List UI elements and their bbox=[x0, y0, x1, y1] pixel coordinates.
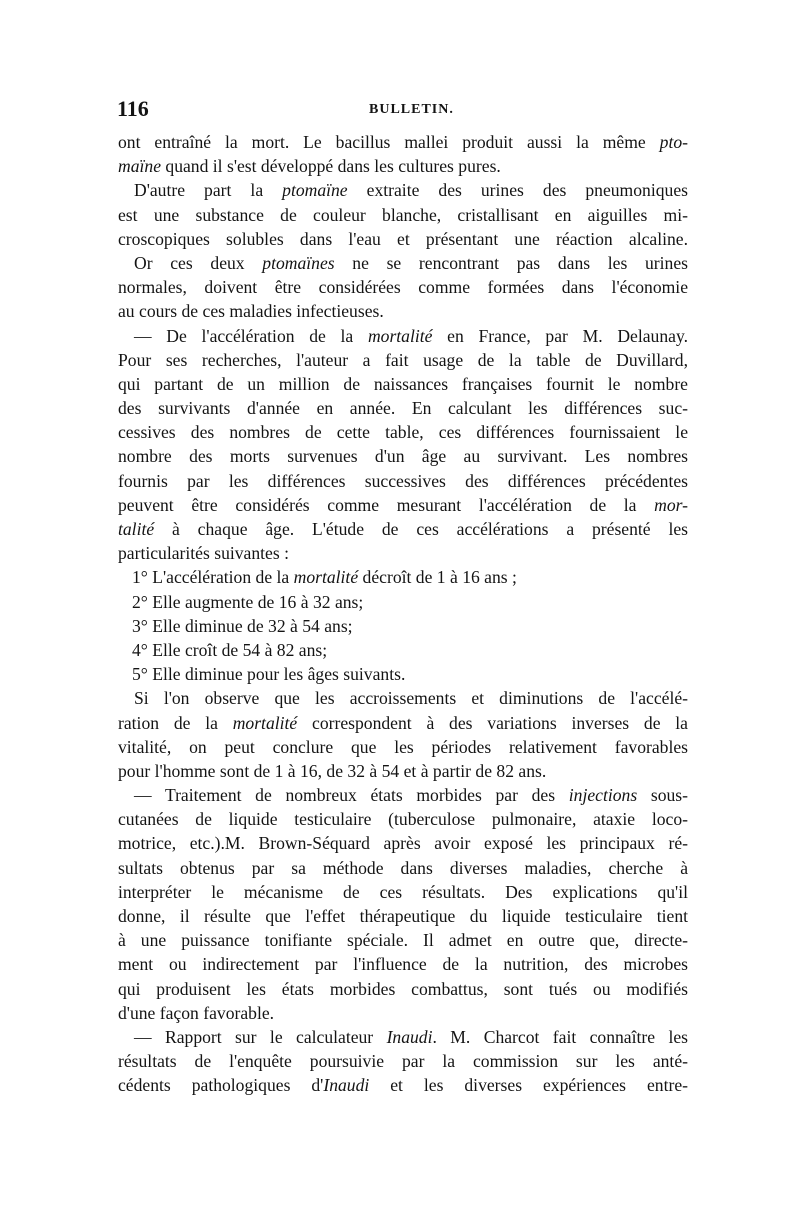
text-segment: 5° Elle diminue pour les âges suivants. bbox=[132, 664, 406, 685]
text-segment: quand il s'est développé dans les cultures pures. bbox=[161, 156, 501, 177]
text-segment: Si l'on observe que les accroissements et diminutions de l'accélé- bbox=[134, 688, 688, 709]
text-segment: fournis par les différences successives des différences précédentes bbox=[118, 470, 688, 491]
text-segment: Pour ses recherches, l'auteur a fait usage de la table de Duvillard, bbox=[118, 349, 688, 370]
text-line bbox=[118, 880, 688, 904]
text-line bbox=[118, 493, 688, 517]
text-line bbox=[118, 541, 688, 565]
text-segment: 3° Elle diminue de 32 à 54 ans; bbox=[132, 615, 353, 636]
italic-term: ptomaïnes bbox=[262, 252, 335, 273]
text-line bbox=[118, 1001, 688, 1025]
text-line bbox=[118, 178, 688, 202]
italic-term: Inaudi bbox=[386, 1026, 433, 1047]
text-segment: décroît de 1 à 16 ans ; bbox=[358, 567, 517, 588]
text-line bbox=[118, 420, 688, 444]
text-line bbox=[118, 299, 688, 323]
italic-term: pto- bbox=[659, 132, 688, 152]
text-line bbox=[118, 227, 688, 251]
text-segment: en France, par M. Delaunay. bbox=[432, 325, 688, 346]
text-line bbox=[118, 469, 688, 493]
italic-term: ptomaïne bbox=[282, 180, 348, 201]
text-segment: qui partant de un million de naissances françaises fournit le nombre bbox=[118, 373, 688, 394]
text-segment: nombre des morts survenues d'un âge au survivant. Les nombres bbox=[118, 446, 688, 467]
text-line bbox=[118, 590, 688, 614]
text-line bbox=[118, 831, 688, 855]
text-segment: ont entraîné la mort. Le bacillus mallei produit aussi la même bbox=[118, 132, 660, 152]
text-segment: à chaque âge. L'étude de ces accélérations a présenté les bbox=[154, 519, 688, 539]
text-segment: cessives des nombres de cette table, ces différences fournissaient le bbox=[118, 422, 688, 443]
text-segment: extraite des urines des pneumoniques bbox=[347, 180, 688, 201]
text-line bbox=[118, 856, 688, 880]
text-segment: normales, doivent être considérées comme formées dans l'économie bbox=[118, 277, 688, 298]
text-line bbox=[118, 1049, 688, 1073]
text-segment: résultats de l'enquête poursuivie par la commission sur les anté- bbox=[118, 1051, 688, 1072]
text-segment: est une substance de couleur blanche, cristallisant en aiguilles mi- bbox=[118, 204, 688, 225]
text-segment: — Rapport sur le calculateur bbox=[134, 1026, 387, 1047]
text-segment: peuvent être considérés comme mesurant l'accélération de la bbox=[118, 494, 655, 515]
italic-term: mortalité bbox=[293, 567, 359, 588]
text-line bbox=[118, 614, 688, 638]
text-line bbox=[118, 686, 688, 710]
text-segment: ne se rencontrant pas dans les urines bbox=[334, 252, 688, 273]
page-header bbox=[117, 96, 687, 122]
text-segment: ration de la bbox=[118, 712, 233, 733]
text-line bbox=[118, 444, 688, 468]
italic-term: injections bbox=[568, 785, 638, 806]
text-segment: des survivants d'année en année. En calculant les différences suc- bbox=[118, 398, 688, 419]
text-line bbox=[118, 711, 688, 735]
text-line bbox=[118, 203, 688, 227]
italic-term: mortalité bbox=[232, 712, 298, 733]
text-line bbox=[118, 1025, 688, 1049]
text-segment: ment ou indirectement par l'influence de la nutrition, des microbes bbox=[118, 954, 688, 975]
text-line bbox=[118, 977, 688, 1001]
text-line bbox=[118, 1073, 688, 1097]
page-number: 116 bbox=[117, 96, 149, 121]
text-line bbox=[118, 928, 688, 952]
text-segment: cutanées de liquide testiculaire (tuberculose pulmonaire, ataxie loco- bbox=[118, 809, 688, 830]
text-segment: cédents pathologiques d' bbox=[118, 1075, 324, 1096]
text-segment: particularités suivantes : bbox=[118, 543, 289, 564]
text-segment: d'une façon favorable. bbox=[118, 1002, 275, 1023]
text-segment: sous- bbox=[637, 785, 689, 806]
italic-term: maïne bbox=[118, 156, 161, 177]
text-line bbox=[118, 348, 688, 372]
text-line bbox=[118, 783, 688, 807]
text-line bbox=[118, 517, 688, 541]
italic-term: talité bbox=[118, 519, 155, 539]
text-line bbox=[118, 662, 688, 686]
text-segment: 4° Elle croît de 54 à 82 ans; bbox=[132, 639, 328, 660]
text-segment: et les diverses expériences entre- bbox=[369, 1075, 688, 1096]
text-segment: D'autre part la bbox=[134, 180, 283, 201]
text-segment: correspondent à des variations inverses de la bbox=[297, 712, 688, 733]
text-line bbox=[118, 904, 688, 928]
text-segment: Or ces deux bbox=[134, 252, 263, 273]
text-line bbox=[118, 807, 688, 831]
text-line bbox=[118, 154, 688, 178]
text-line bbox=[118, 251, 688, 275]
text-line bbox=[118, 130, 688, 154]
text-segment: vitalité, on peut conclure que les périodes relativement favorables bbox=[118, 736, 688, 757]
text-line bbox=[118, 324, 688, 348]
text-segment: — De l'accélération de la bbox=[134, 325, 368, 346]
text-line bbox=[118, 396, 688, 420]
body-text bbox=[118, 130, 688, 1098]
running-title: BULLETIN. bbox=[369, 102, 454, 117]
text-segment: pour l'homme sont de 1 à 16, de 32 à 54 et à partir de 82 ans. bbox=[118, 760, 547, 781]
text-segment: à une puissance tonifiante spéciale. Il admet en outre que, directe- bbox=[118, 930, 688, 951]
text-line bbox=[118, 372, 688, 396]
text-segment: interpréter le mécanisme de ces résultats. Des explications qu'il bbox=[118, 881, 688, 902]
text-segment: 2° Elle augmente de 16 à 32 ans; bbox=[132, 591, 364, 612]
text-segment: au cours de ces maladies infectieuses. bbox=[118, 301, 384, 322]
text-line bbox=[118, 759, 688, 783]
text-line bbox=[118, 638, 688, 662]
text-segment: donne, il résulte que l'effet thérapeutique du liquide testiculaire tient bbox=[118, 906, 688, 926]
italic-term: Inaudi bbox=[323, 1075, 370, 1096]
text-line bbox=[118, 565, 688, 589]
text-segment: qui produisent les états morbides combattus, sont tués ou modifiés bbox=[118, 978, 688, 999]
text-segment: . M. Charcot fait connaître les bbox=[432, 1026, 688, 1047]
italic-term: mor- bbox=[654, 494, 688, 515]
text-line bbox=[118, 275, 688, 299]
text-segment: sultats obtenus par sa méthode dans diverses maladies, cherche à bbox=[118, 857, 688, 878]
text-segment: motrice, etc.).M. Brown-Séquard après avoir exposé les principaux ré- bbox=[118, 833, 688, 854]
italic-term: mortalité bbox=[367, 325, 433, 346]
text-segment: — Traitement de nombreux états morbides par des bbox=[134, 785, 569, 806]
text-line bbox=[118, 735, 688, 759]
text-segment: croscopiques solubles dans l'eau et présentant une réaction alcaline. bbox=[118, 228, 688, 249]
text-line bbox=[118, 952, 688, 976]
text-segment: 1° L'accélération de la bbox=[132, 567, 294, 588]
